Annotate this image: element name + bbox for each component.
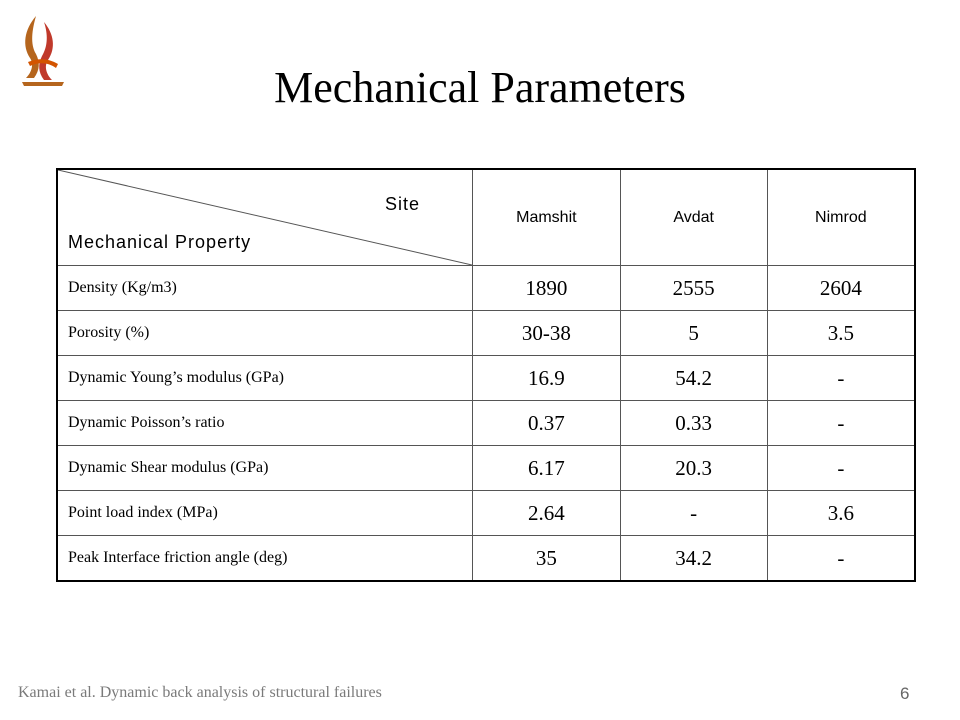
table-row: [57, 491, 915, 536]
table-row: [57, 356, 915, 401]
value-cell: -: [767, 446, 915, 491]
page-number: 6: [900, 684, 910, 703]
table-row: [57, 401, 915, 446]
value-cell: 2.64: [473, 491, 621, 536]
value-cell: 54.2: [620, 356, 767, 401]
value-cell: 6.17: [473, 446, 621, 491]
value-cell: 35: [473, 536, 621, 582]
property-name-cell: Porosity (%): [57, 311, 473, 356]
value-cell: 2555: [620, 266, 767, 311]
property-name-cell: Peak Interface friction angle (deg): [57, 536, 473, 582]
property-name-cell: Dynamic Young’s modulus (GPa): [57, 356, 473, 401]
mechanical-parameters-table: [56, 168, 916, 582]
value-cell: -: [767, 401, 915, 446]
table-header-row: [57, 169, 915, 266]
value-cell: -: [767, 536, 915, 582]
value-cell: 3.6: [767, 491, 915, 536]
site-column-header: Mamshit: [473, 169, 621, 266]
value-cell: 16.9: [473, 356, 621, 401]
slide-title: Mechanical Parameters: [274, 63, 686, 112]
value-cell: 34.2: [620, 536, 767, 582]
value-cell: 0.33: [620, 401, 767, 446]
property-name-cell: Dynamic Shear modulus (GPa): [57, 446, 473, 491]
corner-header-cell: [57, 169, 473, 266]
site-column-header: Nimrod: [767, 169, 915, 266]
table-row: [57, 536, 915, 582]
value-cell: 30-38: [473, 311, 621, 356]
table-row: [57, 311, 915, 356]
value-cell: -: [620, 491, 767, 536]
table-row: [57, 446, 915, 491]
value-cell: 0.37: [473, 401, 621, 446]
value-cell: -: [767, 356, 915, 401]
property-name-cell: Density (Kg/m3): [57, 266, 473, 311]
footer-citation: Kamai et al. Dynamic back analysis of structural failures: [18, 684, 382, 701]
site-header-label: Site: [384, 194, 420, 214]
value-cell: 1890: [473, 266, 621, 311]
property-header-label: Mechanical Property: [68, 232, 252, 252]
value-cell: 20.3: [620, 446, 767, 491]
property-name-cell: Dynamic Poisson’s ratio: [57, 401, 473, 446]
value-cell: 3.5: [767, 311, 915, 356]
table-row: [57, 266, 915, 311]
site-column-header: Avdat: [620, 169, 767, 266]
value-cell: 5: [620, 311, 767, 356]
value-cell: 2604: [767, 266, 915, 311]
property-name-cell: Point load index (MPa): [57, 491, 473, 536]
